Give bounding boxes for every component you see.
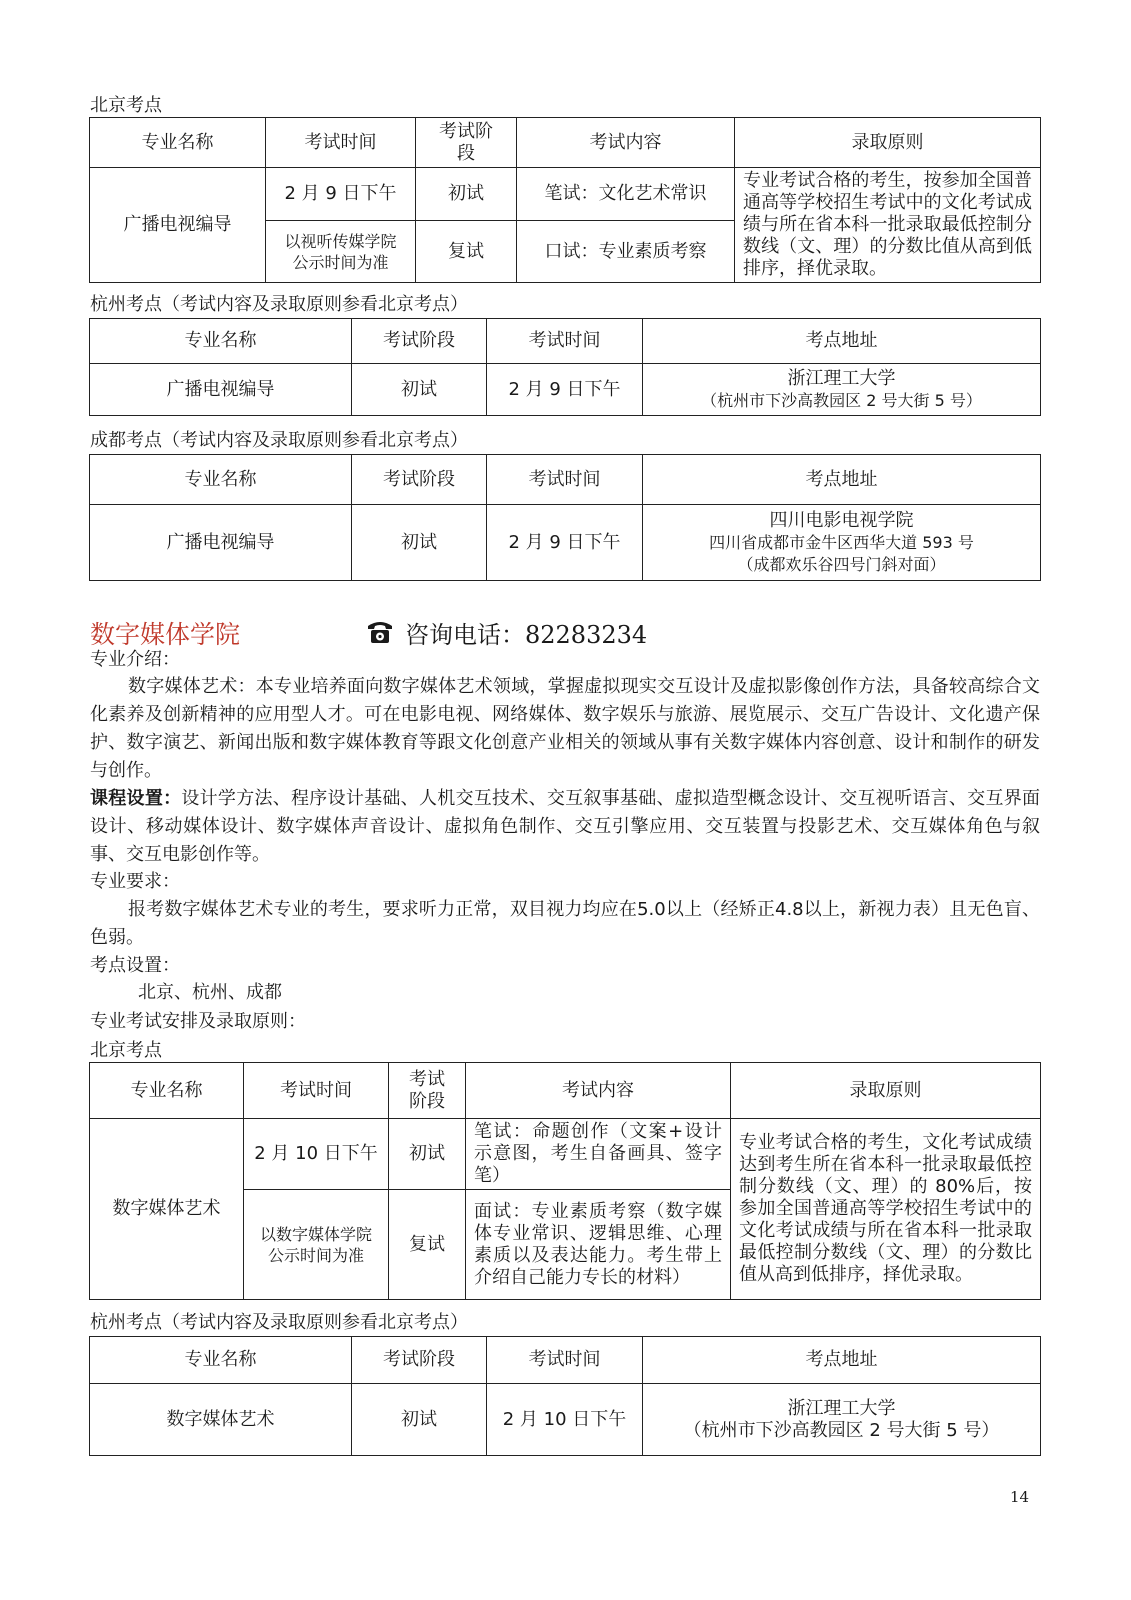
requirements-label: 专业要求：	[90, 871, 180, 892]
address-line: （杭州市下沙高教园区 2 号大街 5 号）	[683, 1419, 1000, 1441]
courses-label: 课程设置：	[90, 788, 182, 809]
sites-text: 北京、杭州、成都	[138, 982, 282, 1003]
header-cell: 专业名称	[90, 1337, 352, 1384]
header-cell: 考试阶段	[416, 118, 517, 168]
arrangement-label: 专业考试安排及录取原则：	[90, 1011, 306, 1032]
address-line: 四川电影电视学院	[769, 509, 914, 531]
time-cell: 以数字媒体学院公示时间为准	[244, 1190, 389, 1300]
requirements-paragraph: 报考数字媒体艺术专业的考生，要求听力正常，双目视力均应在5.0以上（经矫正4.8以上，新视力表）且无色盲、色弱。	[90, 899, 1040, 948]
chengdu-site-label: 成都考点（考试内容及录取原则参看北京考点）	[90, 430, 468, 451]
header-cell: 专业名称	[90, 319, 352, 364]
telephone-icon	[365, 617, 395, 645]
table-header-row	[90, 118, 1041, 168]
time-cell: 2 月 9 日下午	[266, 168, 416, 221]
table-header-row	[90, 1337, 1041, 1384]
principle-cell: 专业考试合格的考生，按参加全国普通高等学校招生考试中的文化考试成绩与所在省本科一批录取最低控制分数线（文、理）的分数比值从高到低排序，择优录取。	[735, 168, 1041, 283]
stage-cell: 复试	[389, 1190, 466, 1300]
hangzhou-exam-table	[89, 318, 1041, 416]
courses-text: 设计学方法、程序设计基础、人机交互技术、交互叙事基础、虚拟造型概念设计、交互视听语言、交互界面设计、移动媒体设计、数字媒体声音设计、虚拟角色制作、交互引擎应用、交互装置与投影艺术、交互媒体角色与叙事、交互电影创作等。	[90, 788, 1040, 865]
address-line: 四川省成都市金牛区西华大道 593 号	[709, 532, 974, 552]
chengdu-exam-table	[89, 454, 1041, 581]
stage-cell: 初试	[416, 168, 517, 221]
table-header-row	[90, 1063, 1041, 1119]
major-cell: 广播电视编导	[90, 168, 266, 283]
table-row	[90, 364, 1041, 416]
intro-paragraph: 数字媒体艺术：本专业培养面向数字媒体艺术领域，掌握虚拟现实交互设计及虚拟影像创作方法，具备较高综合文化素养及创新精神的应用型人才。可在电影电视、网络媒体、数字娱乐与旅游、展览展示、交互广告设计、文化遗产保护、数字演艺、新闻出版和数字媒体教育等跟文化创意产业相关的领域从事有关数字媒体内容创意、设计和制作的研发与创作。	[90, 676, 1040, 781]
header-cell: 考试时间	[487, 455, 643, 505]
header-cell: 考试阶段	[389, 1063, 466, 1119]
table-row	[90, 505, 1041, 581]
address-cell	[643, 505, 1041, 581]
header-cell: 录取原则	[731, 1063, 1041, 1119]
time-cell: 2 月 10 日下午	[487, 1384, 643, 1456]
stage-cell: 复试	[416, 221, 517, 283]
content-cell: 笔试：命题创作（文案+设计示意图，考生自备画具、签字笔）	[466, 1119, 731, 1190]
header-cell: 专业名称	[90, 1063, 244, 1119]
header-cell: 考试内容	[466, 1063, 731, 1119]
principle-cell: 专业考试合格的考生，文化考试成绩达到考生所在省本科一批录取最低控制分数线（文、理）的 80%后，按参加全国普通高等学校招生考试中的文化考试成绩与所在省本科一批录取最低控制分数线（文、理）的分数比值从高到低排序，择优录取。	[731, 1119, 1041, 1300]
major-cell: 数字媒体艺术	[90, 1384, 352, 1456]
page-number: 14	[1010, 1488, 1030, 1506]
header-cell: 专业名称	[90, 118, 266, 168]
major-cell: 广播电视编导	[90, 364, 352, 416]
sites-label: 考点设置：	[90, 955, 180, 976]
header-cell: 考试时间	[487, 319, 643, 364]
courses-paragraph	[90, 785, 1040, 869]
address-line: （杭州市下沙高教园区 2 号大街 5 号）	[701, 390, 982, 410]
table-row	[90, 1119, 1041, 1190]
section-title: 数字媒体学院	[90, 620, 241, 649]
time-cell: 以视听传媒学院公示时间为准	[266, 221, 416, 283]
address-line: 浙江理工大学	[787, 367, 896, 389]
table-header-row	[90, 455, 1041, 505]
header-cell: 考试内容	[517, 118, 735, 168]
header-cell: 考试时间	[487, 1337, 643, 1384]
beijing-site-label: 北京考点	[90, 95, 162, 116]
address-cell	[643, 364, 1041, 416]
stage-cell: 初试	[389, 1119, 466, 1190]
header-cell: 录取原则	[735, 118, 1041, 168]
phone-label: 咨询电话：	[405, 621, 525, 649]
beijing-exam-table	[89, 1062, 1041, 1300]
phone-number: 82283234	[525, 621, 648, 649]
table-row	[90, 1384, 1041, 1456]
hangzhou-site-label: 杭州考点（考试内容及录取原则参看北京考点）	[90, 1312, 468, 1333]
beijing-exam-table	[89, 117, 1041, 283]
header-cell: 考点地址	[643, 455, 1041, 505]
hangzhou-exam-table	[89, 1336, 1041, 1456]
header-cell: 考点地址	[643, 319, 1041, 364]
beijing-site-label: 北京考点	[90, 1040, 162, 1061]
time-cell: 2 月 9 日下午	[487, 505, 643, 581]
header-cell: 考试时间	[244, 1063, 389, 1119]
header-cell: 考试阶段	[352, 319, 487, 364]
stage-cell: 初试	[352, 505, 487, 581]
intro-label: 专业介绍：	[90, 649, 180, 670]
time-cell: 2 月 10 日下午	[244, 1119, 389, 1190]
table-row	[90, 168, 1041, 221]
header-cell: 专业名称	[90, 455, 352, 505]
hangzhou-site-label: 杭州考点（考试内容及录取原则参看北京考点）	[90, 294, 468, 315]
content-cell: 笔试：文化艺术常识	[517, 168, 735, 221]
header-cell: 考试阶段	[352, 1337, 487, 1384]
header-cell: 考试阶段	[352, 455, 487, 505]
address-line: 浙江理工大学	[787, 1397, 896, 1419]
content-cell: 面试：专业素质考察（数字媒体专业常识、逻辑思维、心理素质以及表达能力。考生带上介绍自己能力专长的材料）	[466, 1190, 731, 1300]
time-cell: 2 月 9 日下午	[487, 364, 643, 416]
stage-cell: 初试	[352, 1384, 487, 1456]
table-header-row	[90, 319, 1041, 364]
major-cell: 数字媒体艺术	[90, 1119, 244, 1300]
header-cell: 考点地址	[643, 1337, 1041, 1384]
header-cell: 考试时间	[266, 118, 416, 168]
address-cell	[643, 1384, 1041, 1456]
address-line: （成都欢乐谷四号门斜对面）	[737, 554, 946, 574]
phone-info	[405, 620, 647, 650]
major-cell: 广播电视编导	[90, 505, 352, 581]
stage-cell: 初试	[352, 364, 487, 416]
content-cell: 口试：专业素质考察	[517, 221, 735, 283]
